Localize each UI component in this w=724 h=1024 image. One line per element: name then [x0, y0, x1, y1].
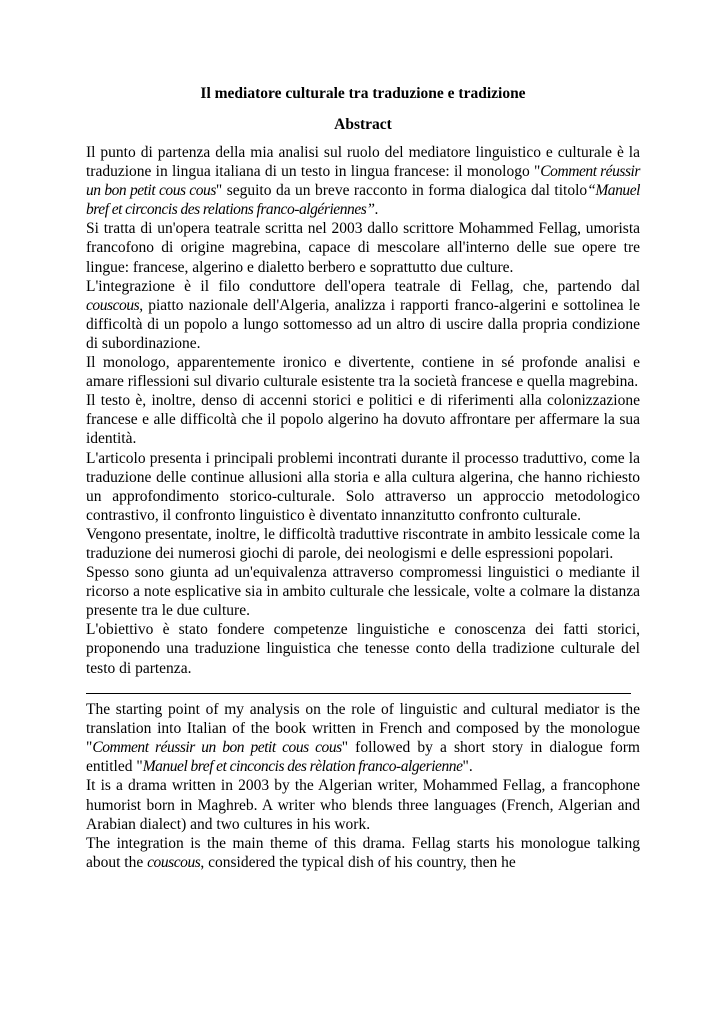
text-run: . [374, 201, 379, 219]
italic-title: Manuel bref et cinconcis des rèlation franco-algerienne [142, 758, 463, 776]
text-run: , considered the typical dish of his country, then he [200, 854, 516, 872]
text-run: The starting point of my analysis on the role of linguistic and cultural mediator is the translation into Italian of the book written in French and composed by the monologue " [86, 700, 640, 757]
italic-title: Comment réussir un bon petit cous cous [86, 163, 640, 200]
english-paragraph-2: It is a drama written in 2003 by the Algerian writer, Mohammed Fellag, a francophone humorist born in Maghreb. A writer who blends three languages (French, Algerian and Arabian dialect) and two cultures in his work. [86, 777, 640, 833]
italian-paragraph-3 [86, 277, 640, 353]
italian-paragraph-1 [86, 143, 640, 219]
italian-paragraph-2: Si tratta di un'opera teatrale scritta nel 2003 dallo scrittore Mohammed Fellag, umorista francofono di origine magrebina, capace di mescolare all'interno delle sue opere tre lingue: francese, algerino e dialetto berbero e soprattutto due culture. [86, 220, 640, 276]
italic-term: couscous [86, 296, 140, 314]
text-run: L'integrazione è il filo conduttore dell'opera teatrale di Fellag, che, partendo dal [86, 277, 640, 295]
text-run: Il punto di partenza della mia analisi sul ruolo del mediatore linguistico e culturale è la traduzione in lingua italiana di un testo in lingua francese: il monologo " [86, 144, 640, 181]
italian-paragraph-4: Il monologo, apparentemente ironico e divertente, contiene in sé profonde analisi e amare riflessioni sul divario culturale esistente tra la società francese e quella magrebina. [86, 354, 640, 391]
text-run: " seguito da un breve racconto in forma dialogica dal titolo [215, 182, 588, 200]
italian-paragraph-9: L'obiettivo è stato fondere competenze linguistiche e conoscenza dei fatti storici, proponendo una traduzione linguistica che tenesse conto della tradizione culturale del testo di partenza. [86, 621, 640, 677]
italian-paragraph-5: Il testo è, inoltre, denso di accenni storici e politici e di riferimenti alla colonizzazione francese e alle difficoltà che il popolo algerino ha dovuto affrontare per affermare la sua identità. [86, 392, 640, 448]
english-paragraph-1 [86, 700, 640, 777]
abstract-heading: Abstract [334, 116, 392, 133]
text-run: , piatto nazionale dell'Algeria, analizza i rapporti franco-algerini e sottolinea le difficoltà di un popolo a lungo sottomesso ad un altro di uscire dalla propria condizione di subordinazione. [86, 296, 640, 352]
italian-paragraph-6: L'articolo presenta i principali problemi incontrati durante il processo traduttivo, come la traduzione delle continue allusioni alla storia e alla cultura algerina, che hanno richiesto un approfondimento storico-culturale. Solo attraverso un approccio metodologico contrastivo, il confronto linguistico è diventato innanzitutto confronto culturale. [86, 449, 640, 524]
english-abstract [86, 700, 640, 873]
text-run: " followed by a short story in dialogue form entitled " [86, 739, 640, 776]
document-page [86, 84, 640, 872]
document-title: Il mediatore culturale tra traduzione e tradizione [200, 85, 526, 102]
italian-paragraph-8: Spesso sono giunta ad un'equivalenza attraverso compromessi linguistici o mediante il ricorso a note esplicative sia in ambito culturale che lessicale, volte a colmare la distanza presente tra le due culture. [86, 564, 640, 620]
italic-title: Comment réussir un bon petit cous cous [92, 739, 342, 757]
italic-title: “Manuel bref et circoncis des relations franco-algériennes” [86, 182, 640, 219]
italian-abstract [86, 143, 640, 678]
section-divider [86, 693, 631, 694]
text-run: The integration is the main theme of this drama. Fellag starts his monologue talking about the [86, 835, 640, 872]
english-paragraph-3 [86, 834, 640, 872]
italic-term: couscous [147, 854, 201, 872]
text-run: ". [462, 758, 473, 776]
italian-paragraph-7: Vengono presentate, inoltre, le difficoltà traduttive riscontrate in ambito lessicale come la traduzione dei numerosi giochi di parole, dei neologismi e delle espressioni popolari. [86, 525, 640, 562]
